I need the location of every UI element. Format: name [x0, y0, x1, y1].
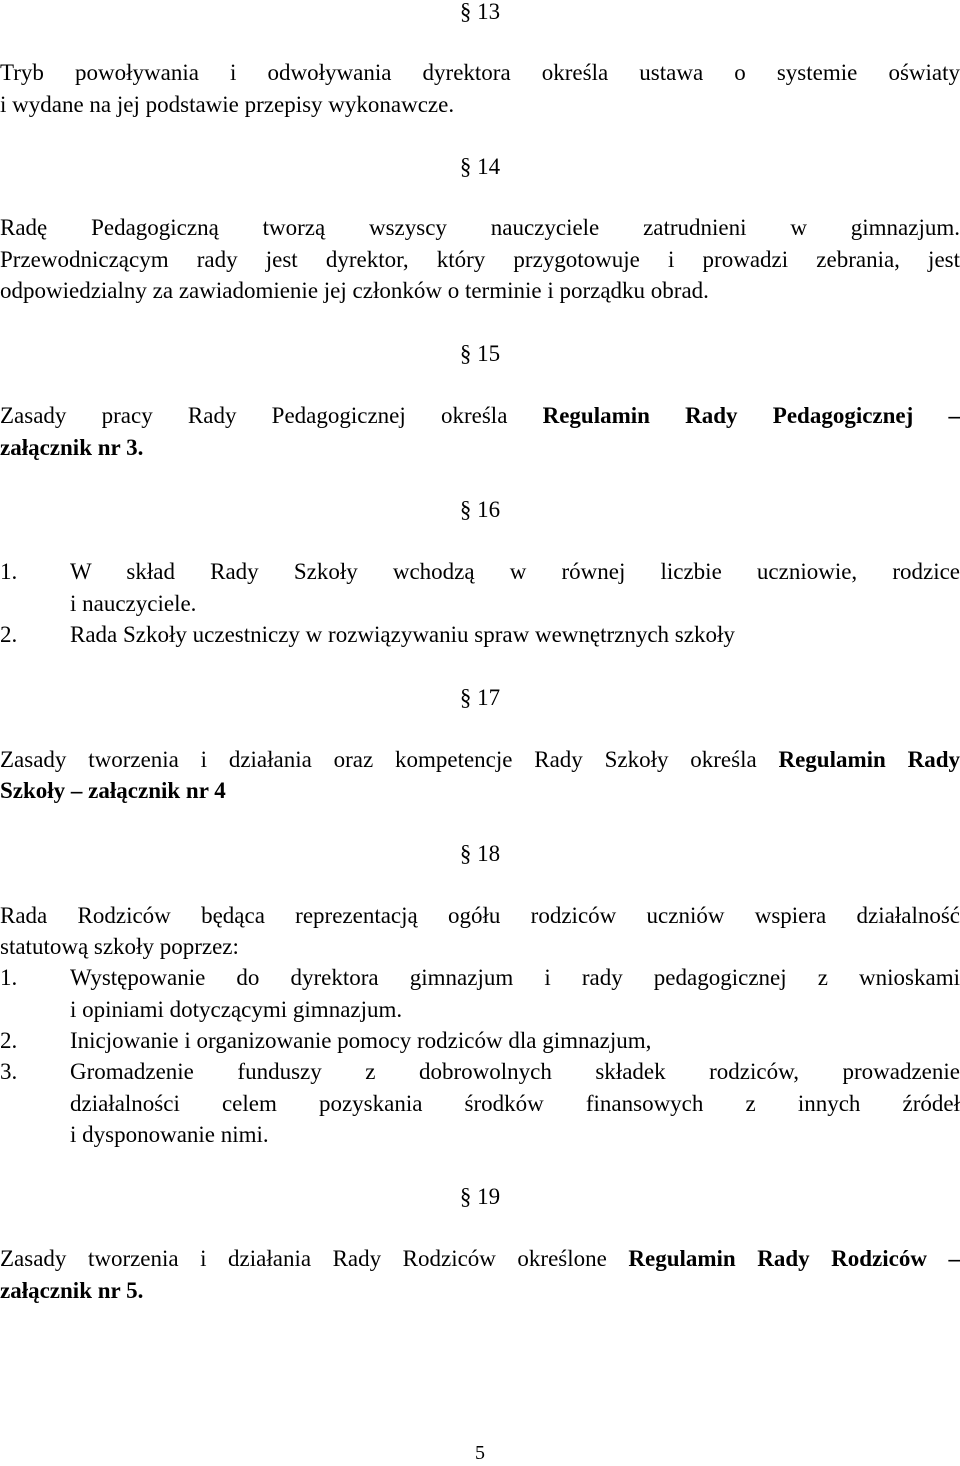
regulation-reference: Regulamin Rady	[778, 747, 960, 772]
list-item-text: i dysponowanie nimi.	[70, 1122, 269, 1147]
section-heading-17: § 17	[459, 685, 501, 710]
list-item-number: 3.	[0, 1059, 18, 1084]
list-item-text: Rada Szkoły uczestniczy w rozwiązywaniu spraw wewnętrznych szkoły	[70, 622, 735, 647]
list-item-text: i nauczyciele.	[70, 591, 197, 616]
paragraph-19-line-2: załącznik nr 5.	[0, 1278, 144, 1303]
paragraph-15-line-1	[0, 400, 960, 431]
paragraph-14-line-2: Przewodniczącym rady jest dyrektor, który przygotowuje i prowadzi zebrania, jest	[0, 247, 960, 272]
section-heading-14: § 14	[459, 154, 501, 179]
paragraph-19-plain: Zasady tworzenia i działania Rady Rodziców określone	[0, 1246, 629, 1271]
regulation-reference: Regulamin Rady Rodziców –	[628, 1246, 960, 1271]
section-heading-15: § 15	[459, 341, 501, 366]
paragraph-15-plain: Zasady pracy Rady Pedagogicznej określa	[0, 403, 543, 428]
list-item-text: i opiniami dotyczącymi gimnazjum.	[70, 997, 403, 1022]
list-item-text: Występowanie do dyrektora gimnazjum i rady pedagogicznej z wnioskami	[70, 965, 960, 990]
page-number: 5	[475, 1442, 485, 1464]
section-heading-18: § 18	[459, 841, 501, 866]
paragraph-14-line-1: Radę Pedagogiczną tworzą wszyscy nauczyciele zatrudnieni w gimnazjum.	[0, 215, 960, 240]
section-heading-19: § 19	[459, 1184, 501, 1209]
paragraph-17-line-1	[0, 744, 960, 775]
list-item-number: 1.	[0, 965, 18, 990]
list-item-number: 1.	[0, 559, 18, 584]
regulation-reference: Regulamin Rady Pedagogicznej –	[542, 403, 960, 428]
paragraph-13-line-2: i wydane na jej podstawie przepisy wykonawcze.	[0, 92, 455, 117]
list-item-number: 2.	[0, 622, 18, 647]
list-item-text: działalności celem pozyskania środków finansowych z innych źródeł	[70, 1091, 960, 1116]
list-item-text: Gromadzenie funduszy z dobrowolnych składek rodziców, prowadzenie	[70, 1059, 960, 1084]
list-item-text: W skład Rady Szkoły wchodzą w równej liczbie uczniowie, rodzice	[70, 559, 960, 584]
list-item-number: 2.	[0, 1028, 18, 1053]
paragraph-19-line-1	[0, 1243, 960, 1274]
section-heading-13: § 13	[459, 0, 501, 24]
paragraph-17-line-2: Szkoły – załącznik nr 4	[0, 778, 226, 803]
paragraph-13-line-1: Tryb powoływania i odwoływania dyrektora określa ustawa o systemie oświaty	[0, 60, 960, 85]
paragraph-17-plain: Zasady tworzenia i działania oraz kompetencje Rady Szkoły określa	[0, 747, 779, 772]
section-heading-16: § 16	[459, 497, 501, 522]
paragraph-18-line-2: statutową szkoły poprzez:	[0, 934, 239, 959]
paragraph-18-line-1: Rada Rodziców będąca reprezentacją ogółu rodziców uczniów wspiera działalność	[0, 903, 960, 928]
paragraph-15-line-2: załącznik nr 3.	[0, 435, 144, 460]
paragraph-14-line-3: odpowiedzialny za zawiadomienie jej członków o terminie i porządku obrad.	[0, 278, 709, 303]
list-item-text: Inicjowanie i organizowanie pomocy rodziców dla gimnazjum,	[70, 1028, 652, 1053]
